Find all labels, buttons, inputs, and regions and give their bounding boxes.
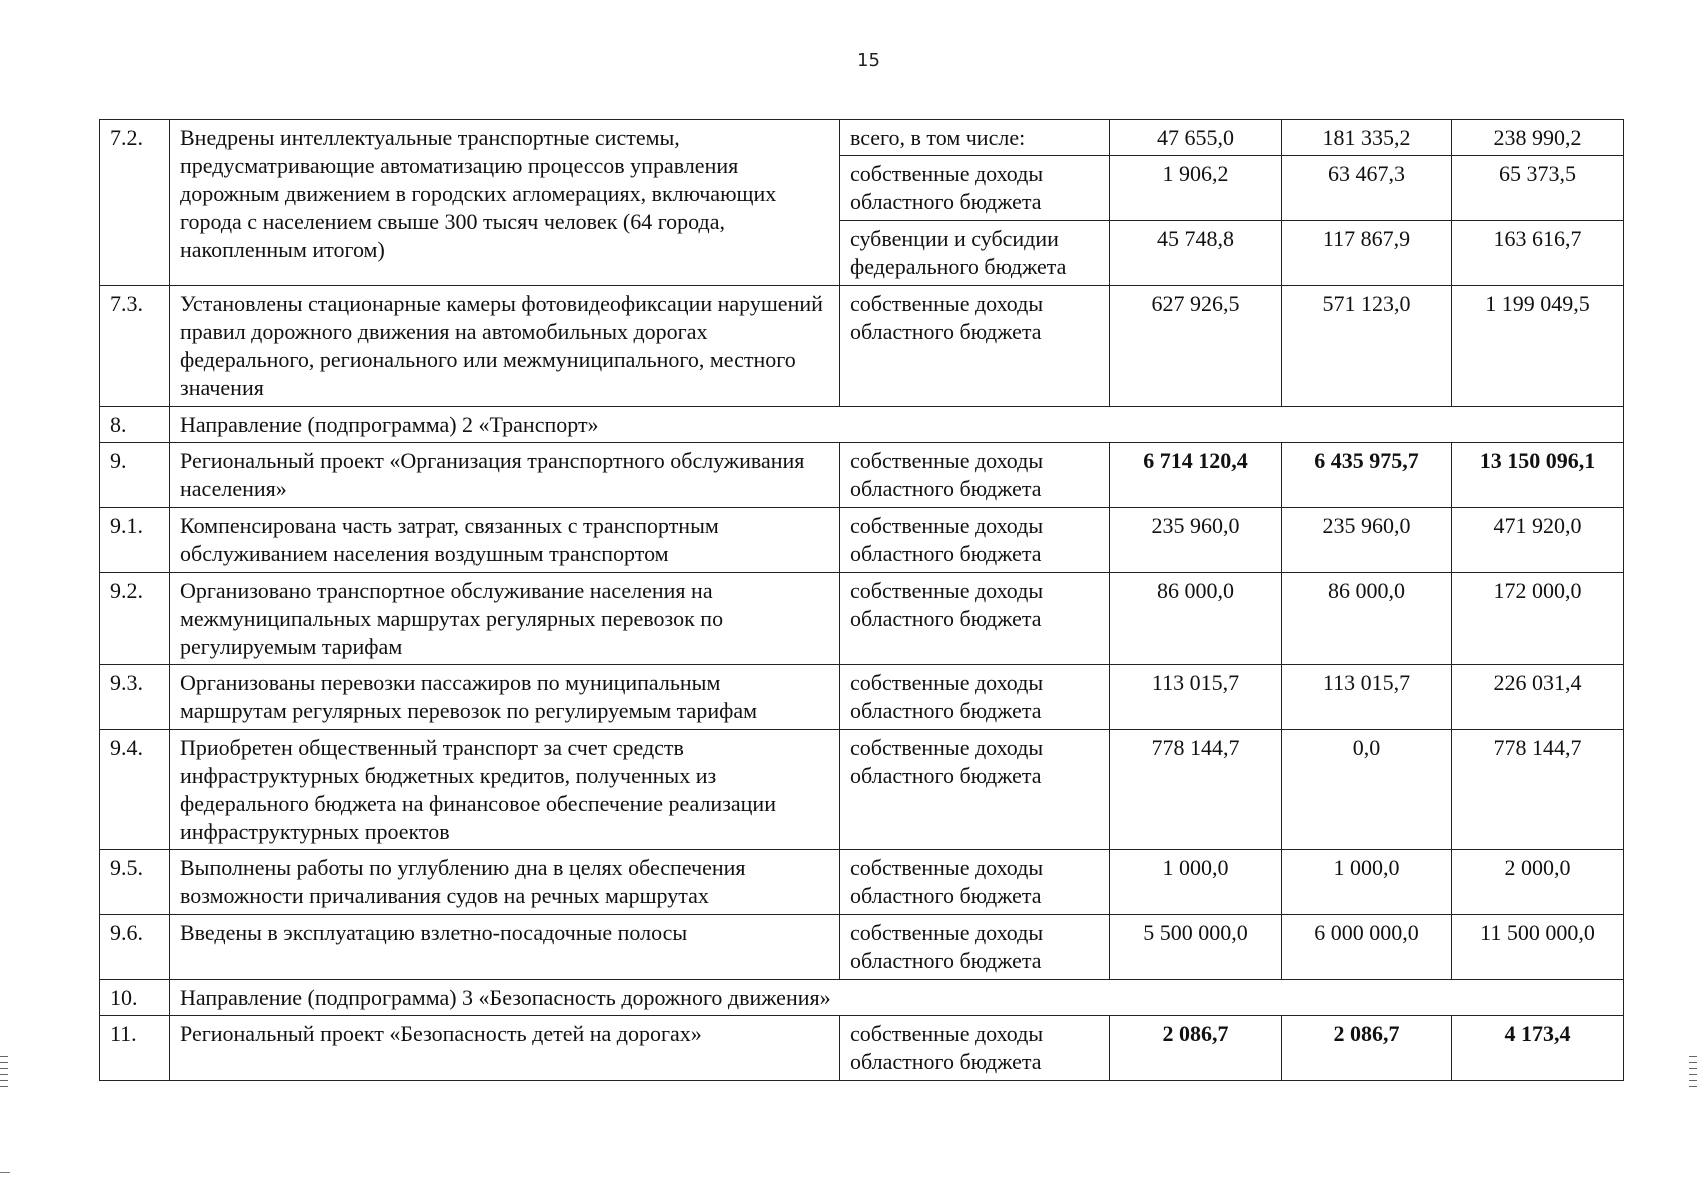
value-cell: 2 000,0 xyxy=(1452,850,1624,915)
row-number: 7.2. xyxy=(100,120,170,286)
row-number: 9.6. xyxy=(100,915,170,980)
value-cell: 6 435 975,7 xyxy=(1282,443,1452,508)
value-cell: 235 960,0 xyxy=(1282,508,1452,573)
value-cell: 778 144,7 xyxy=(1452,730,1624,850)
value-cell: 113 015,7 xyxy=(1110,665,1282,730)
value-cell: 47 655,0 xyxy=(1110,120,1282,156)
table-row xyxy=(100,850,1624,915)
page-number: 15 xyxy=(857,50,880,71)
funding-source: собственные доходы областного бюджета xyxy=(840,443,1110,508)
funding-source: собственные доходы областного бюджета xyxy=(840,730,1110,850)
row-description: Организованы перевозки пассажиров по муниципальным маршрутам регулярных перевозок по регулируемым тарифам xyxy=(170,665,840,730)
value-cell: 1 000,0 xyxy=(1282,850,1452,915)
binding-mark-right xyxy=(1689,1056,1697,1090)
value-cell: 4 173,4 xyxy=(1452,1016,1624,1081)
value-cell: 181 335,2 xyxy=(1282,120,1452,156)
value-cell: 113 015,7 xyxy=(1282,665,1452,730)
value-cell: 172 000,0 xyxy=(1452,573,1624,665)
value-cell: 2 086,7 xyxy=(1282,1016,1452,1081)
row-number: 7.3. xyxy=(100,286,170,407)
funding-source: субвенции и субсидии федерального бюджета xyxy=(840,221,1110,286)
value-cell: 6 714 120,4 xyxy=(1110,443,1282,508)
value-cell: 6 000 000,0 xyxy=(1282,915,1452,980)
value-cell: 63 467,3 xyxy=(1282,156,1452,221)
funding-source: всего, в том числе: xyxy=(840,120,1110,156)
value-cell: 0,0 xyxy=(1282,730,1452,850)
value-cell: 571 123,0 xyxy=(1282,286,1452,407)
value-cell: 5 500 000,0 xyxy=(1110,915,1282,980)
funding-source: собственные доходы областного бюджета xyxy=(840,1016,1110,1081)
value-cell: 238 990,2 xyxy=(1452,120,1624,156)
table-row xyxy=(100,286,1624,407)
row-number: 8. xyxy=(100,407,170,443)
funding-source: собственные доходы областного бюджета xyxy=(840,573,1110,665)
value-cell: 2 086,7 xyxy=(1110,1016,1282,1081)
funding-source: собственные доходы областного бюджета xyxy=(840,665,1110,730)
funding-source: собственные доходы областного бюджета xyxy=(840,508,1110,573)
value-cell: 65 373,5 xyxy=(1452,156,1624,221)
value-cell: 226 031,4 xyxy=(1452,665,1624,730)
value-cell: 13 150 096,1 xyxy=(1452,443,1624,508)
value-cell: 778 144,7 xyxy=(1110,730,1282,850)
row-description: Организовано транспортное обслуживание населения на межмуниципальных маршрутах регулярных перевозок по регулируемым тарифам xyxy=(170,573,840,665)
funding-source: собственные доходы областного бюджета xyxy=(840,915,1110,980)
value-cell: 86 000,0 xyxy=(1110,573,1282,665)
table-row xyxy=(100,508,1624,573)
edge-tick-mark xyxy=(0,1172,10,1173)
value-cell: 45 748,8 xyxy=(1110,221,1282,286)
row-number: 9.2. xyxy=(100,573,170,665)
value-cell: 163 616,7 xyxy=(1452,221,1624,286)
table-row xyxy=(100,407,1624,443)
row-number: 9.3. xyxy=(100,665,170,730)
table-row xyxy=(100,573,1624,665)
row-number: 10. xyxy=(100,980,170,1016)
row-description: Приобретен общественный транспорт за счет средств инфраструктурных бюджетных кредитов, полученных из федерального бюджета на финансовое обеспечение реализации инфраструктурных проектов xyxy=(170,730,840,850)
row-description: Компенсирована часть затрат, связанных с транспортным обслуживанием населения воздушным транспортом xyxy=(170,508,840,573)
row-description: Выполнены работы по углублению дна в целях обеспечения возможности причаливания судов на речных маршрутах xyxy=(170,850,840,915)
value-cell: 86 000,0 xyxy=(1282,573,1452,665)
row-description: Региональный проект «Организация транспортного обслуживания населения» xyxy=(170,443,840,508)
table-row xyxy=(100,980,1624,1016)
value-cell: 1 199 049,5 xyxy=(1452,286,1624,407)
table-row xyxy=(100,443,1624,508)
row-number: 9.4. xyxy=(100,730,170,850)
row-number: 9.1. xyxy=(100,508,170,573)
funding-source: собственные доходы областного бюджета xyxy=(840,850,1110,915)
value-cell: 235 960,0 xyxy=(1110,508,1282,573)
value-cell: 1 906,2 xyxy=(1110,156,1282,221)
binding-mark-left xyxy=(0,1056,8,1090)
row-number: 9. xyxy=(100,443,170,508)
value-cell: 11 500 000,0 xyxy=(1452,915,1624,980)
section-heading: Направление (подпрограмма) 2 «Транспорт» xyxy=(170,407,1624,443)
table-row xyxy=(100,1016,1624,1081)
value-cell: 627 926,5 xyxy=(1110,286,1282,407)
budget-table xyxy=(99,119,1624,1081)
value-cell: 471 920,0 xyxy=(1452,508,1624,573)
row-description: Введены в эксплуатацию взлетно-посадочные полосы xyxy=(170,915,840,980)
funding-source: собственные доходы областного бюджета xyxy=(840,286,1110,407)
row-number: 11. xyxy=(100,1016,170,1081)
row-description: Установлены стационарные камеры фотовидеофиксации нарушений правил дорожного движения на автомобильных дорогах федерального, регионального или межмуниципального, местного значения xyxy=(170,286,840,407)
value-cell: 1 000,0 xyxy=(1110,850,1282,915)
table-row xyxy=(100,665,1624,730)
row-description: Внедрены интеллектуальные транспортные системы, предусматривающие автоматизацию процессов управления дорожным движением в городских агломерациях, включающих города с населением свыше 300 тысяч человек (64 города, накопленным итогом) xyxy=(170,120,840,286)
table-row xyxy=(100,730,1624,850)
section-heading: Направление (подпрограмма) 3 «Безопасность дорожного движения» xyxy=(170,980,1624,1016)
row-description: Региональный проект «Безопасность детей на дорогах» xyxy=(170,1016,840,1081)
table-row xyxy=(100,915,1624,980)
row-number: 9.5. xyxy=(100,850,170,915)
table-row xyxy=(100,120,1624,156)
value-cell: 117 867,9 xyxy=(1282,221,1452,286)
funding-source: собственные доходы областного бюджета xyxy=(840,156,1110,221)
